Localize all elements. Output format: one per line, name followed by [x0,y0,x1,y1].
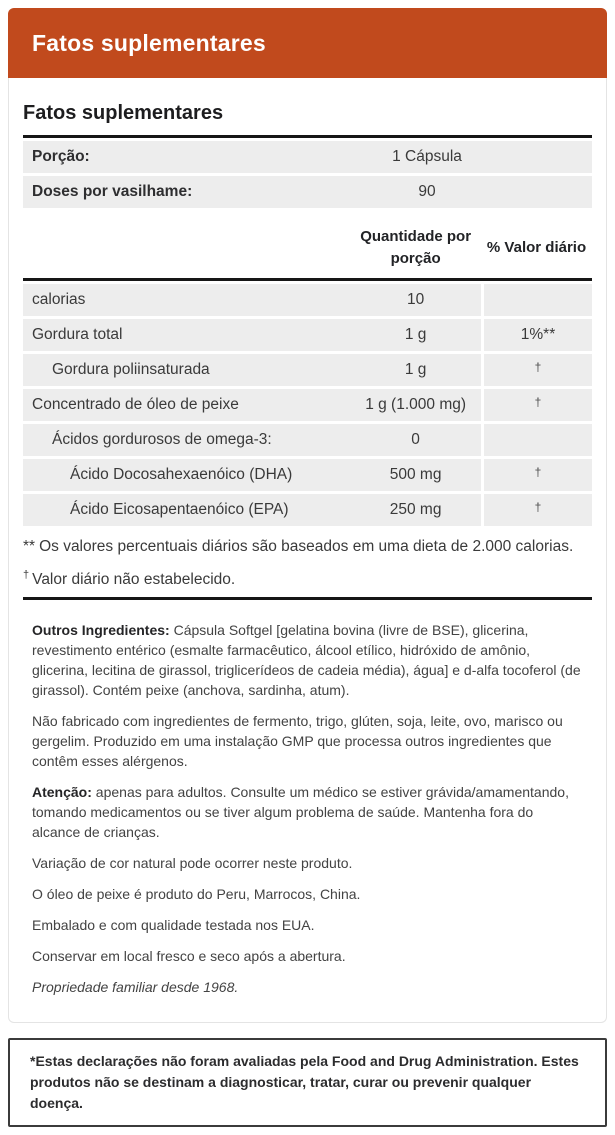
nutrient-name: calorias [23,284,350,316]
paragraph-text: O óleo de peixe é produto do Peru, Marrocos, China. [32,885,361,902]
serving-info-table [23,141,592,208]
paragraph-text: Não fabricado com ingredientes de fermento, trigo, glúten, soja, leite, ovo, marisco ou gergelim. Produzido em uma instalação GMP que processa outros ingredientes que contêm esses alérgenos. [32,712,563,769]
nutrition-row [23,319,592,351]
nutrient-name: Gordura total [23,319,350,351]
nutrient-amount: 1 g [350,319,481,351]
fda-disclaimer-box [8,1038,607,1127]
nutrient-name: Ácido Docosahexaenóico (DHA) [23,459,350,491]
info-paragraph [32,620,584,700]
supplement-facts-banner [8,8,607,78]
info-paragraph [32,915,584,935]
paragraph-text: Propriedade familiar desde 1968. [32,978,239,995]
fda-disclaimer-text: *Estas declarações não foram avaliadas pela Food and Drug Administration. Estes produtos não se destinam a diagnosticar, tratar, curar ou prevenir qualquer doença. [30,1052,579,1111]
footnote [23,564,592,591]
footnotes [23,536,592,591]
nutrient-name: Ácidos gordurosos de omega-3: [23,424,350,456]
nutrition-table [23,284,592,526]
serving-row [23,141,592,173]
nutrient-name: Concentrado de óleo de peixe [23,389,350,421]
paragraph-lead: Atenção: [32,783,92,800]
nutrient-amount: 250 mg [350,494,481,526]
footnote-text: Os valores percentuais diários são baseados em uma dieta de 2.000 calorias. [39,537,574,555]
nutrient-amount: 1 g [350,354,481,386]
nutrition-row [23,424,592,456]
nutrient-daily-value [481,284,592,316]
nutrient-name: Gordura poliinsaturada [23,354,350,386]
serving-row [23,176,592,208]
nutrition-row [23,354,592,386]
paragraph-text: Conservar em local fresco e seco após a abertura. [32,947,346,964]
paragraph-text: Embalado e com qualidade testada nos EUA. [32,916,315,933]
serving-row-value: 90 [418,183,436,200]
supplement-facts-card [8,78,607,1023]
amount-column-header: Quantidade por porção [360,228,472,267]
card-heading: Fatos suplementares [23,102,224,124]
info-paragraph [32,853,584,873]
nutrient-daily-value: 1%** [481,319,592,351]
daily-value-column-header: % Valor diário [486,239,587,257]
info-paragraphs [23,620,592,997]
footnote-marker: † [23,568,30,581]
divider-footnotes [23,597,592,600]
footnote-marker: ** [23,537,36,555]
paragraph-text: apenas para adultos. Consulte um médico se estiver grávida/amamentando, tomando medicamentos ou se tiver algum problema de saúde. Mantenha fora do alcance de crianças. [32,783,569,840]
nutrition-row [23,494,592,526]
serving-row-label: Doses por vasilhame: [32,183,193,200]
nutrient-daily-value: † [481,389,592,421]
nutrition-row [23,389,592,421]
nutrition-row [23,459,592,491]
paragraph-text: Variação de cor natural pode ocorrer neste produto. [32,854,353,871]
nutrient-amount: 1 g (1.000 mg) [350,389,481,421]
banner-title: Fatos suplementares [32,29,266,56]
divider-top [23,135,592,138]
nutrient-amount: 500 mg [350,459,481,491]
info-paragraph [32,884,584,904]
serving-row-value: 1 Cápsula [392,148,462,165]
nutrient-daily-value: † [481,459,592,491]
serving-row-label: Porção: [32,148,90,165]
divider-header [23,278,592,281]
nutrition-row [23,284,592,316]
info-paragraph [32,977,584,997]
nutrient-name: Ácido Eicosapentaenóico (EPA) [23,494,350,526]
info-paragraph [32,782,584,842]
nutrition-column-headers [23,226,592,278]
nutrient-daily-value [481,424,592,456]
nutrient-amount: 0 [350,424,481,456]
paragraph-text: Cápsula Softgel [gelatina bovina (livre de BSE), glicerina, revestimento entérico (esmalte farmacêutico, álcool etílico, hidróxido de amônio, glicerina, lecitina de girassol, triglicerídeos de cadeia média), água] e d-alfa tocoferol (de girassol). Contém peixe (anchova, sardinha, atum). [32,621,581,698]
nutrient-daily-value: † [481,354,592,386]
info-paragraph [32,711,584,771]
footnote-text: Valor diário não estabelecido. [32,570,236,588]
info-paragraph [32,946,584,966]
nutrient-amount: 10 [350,284,481,316]
footnote [23,536,592,558]
nutrient-daily-value: † [481,494,592,526]
paragraph-lead: Outros Ingredientes: [32,621,170,638]
